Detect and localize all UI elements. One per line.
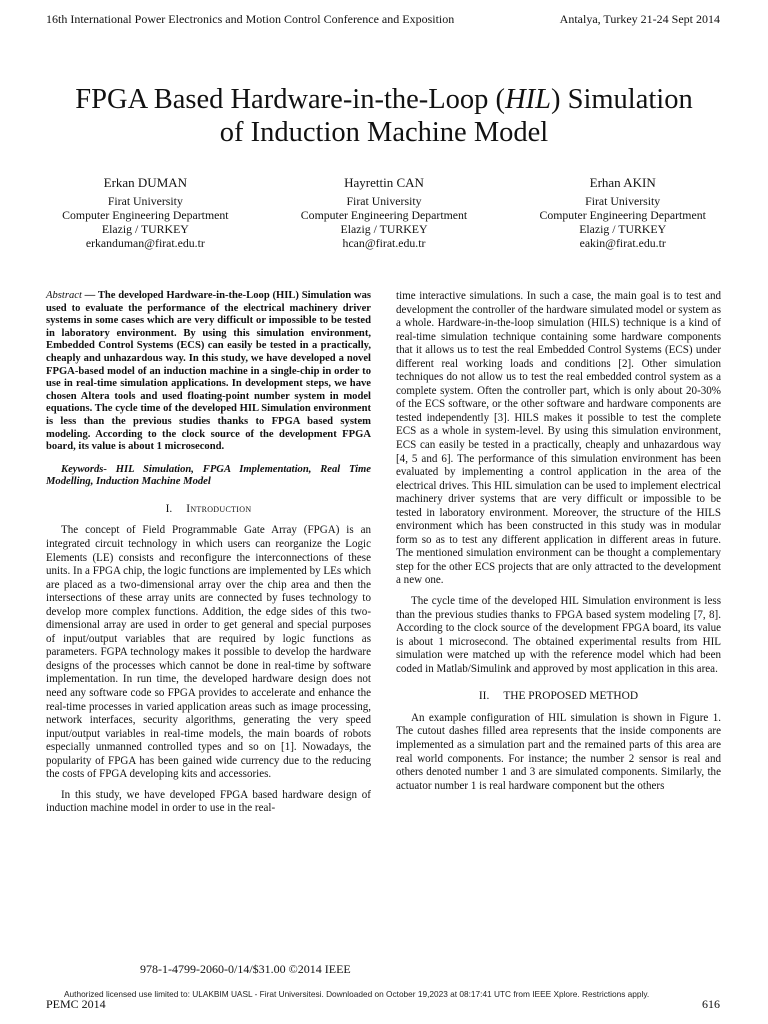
footer-license-notice: Authorized licensed use limited to: ULAKBIM UASL - Firat Universitesi. Downloaded on October 19,2023 at 08:17:41 UTC from IEEE Xplore. Restrictions apply. [64,989,650,999]
left-column [46,290,371,816]
author-name: Hayrettin CAN [344,175,424,190]
author-email[interactable]: eakin@firat.edu.tr [579,236,666,250]
section-title: THE PROPOSED METHOD [503,690,639,703]
author-city: Elazig / TURKEY [340,222,428,236]
keywords-text: HIL Simulation, FPGA Implementation, Real Time Modelling, Induction Machine Model [46,463,371,488]
keywords [46,464,371,489]
running-header-conference: 16th International Power Electronics and Motion Control Conference and Exposition [46,12,455,26]
author-2 [265,176,504,250]
author-department: Computer Engineering Department [62,208,229,222]
author-1 [26,176,265,250]
author-department: Computer Engineering Department [300,208,468,222]
author-email[interactable]: hcan@firat.edu.tr [342,236,426,250]
paragraph: The cycle time of the developed HIL Simulation environment is less than the previous studies thanks to FPGA based system modeling [7, 8]. According to the clock source of the development FPGA board, its value is about 1 microsecond. The obtained experimental results from HIL simulation were matched up with the reference model which had been coded in Matlab/Simulink and approved by most application in this area. [396,595,721,675]
section-heading-introduction [46,503,371,517]
page-number: 616 [702,997,720,1011]
author-university: Firat University [346,194,422,208]
paper-title [30,83,738,149]
section-number: II. [478,690,490,703]
section-title: Introduction [186,502,252,515]
title-line1-a: FPGA Based Hardware-in-the-Loop ( [75,84,506,116]
right-column [396,290,721,793]
author-university: Firat University [585,194,661,208]
title-line2: of Induction Machine Model [219,117,549,149]
abstract [46,290,371,454]
author-block [26,176,742,250]
section-number: I. [165,502,173,515]
section-heading-proposed-method [396,690,721,704]
author-city: Elazig / TURKEY [101,222,189,236]
author-city: Elazig / TURKEY [579,222,667,236]
abstract-label: Abstract [46,290,82,301]
author-university: Firat University [107,194,183,208]
footer-isbn: 978-1-4799-2060-0/14/$31.00 ©2014 IEEE [140,962,351,976]
author-name: Erkan DUMAN [103,175,188,190]
paragraph: An example configuration of HIL simulation is shown in Figure 1. The cutout dashes filled area represents that the inside components are implemented as a simulation part and the remained parts of this area are real world components. For instance; the number 2 sensor is real and others denoted number 1 and 3 are simulated components. Similarly, the actuator number 1 is real hardware component but the others [396,711,721,792]
footer-conference: PEMC 2014 [46,997,106,1011]
author-department: Computer Engineering Department [539,208,706,222]
title-line1-b: ) Simulation [551,84,693,116]
abstract-text: — The developed Hardware-in-the-Loop (HIL) Simulation was used to evaluate the performance of the electrical machinery driver systems in some cases which are very difficult or impossible to be tested in laboratory environment. By using this simulation environment, Embedded Control Systems (ECS) can easily be tested in a practically, cheaply and unhazardous way. In this study, we have developed a novel FPGA-based model of an induction machine in a single-chip in order to use in real-time simulation applications. In development steps, we have chosen Altera tools and used floating-point number system in model equations. The cycle time of the developed HIL Simulation environment is less than the previous studies thanks to FPGA based system modeling. According to the clock source of the development FPGA board, its value is about 1 microsecond. [46,290,371,453]
title-line1-italic: HIL [505,84,551,116]
author-3 [503,176,742,250]
paragraph-continued: time interactive simulations. In such a case, the main goal is to test and development the controller of the hardware simulated model or system as a whole. Hardware-in-the-loop simulation (HILS) technique is a kind of real-time simulation technique containing some hardware components that it allows us to test the real Embedded Control Systems (ECS) under different real working loads and conditions [2]. Other simulation techniques do not allow us to test the real embedded control system as a complete system. Often the controller part, which is only about 20-30% of the ECS software, or the other software and hardware components are tested independently [3]. HILS makes it possible to test the complete ECS as a whole in system-level. By using this simulation environment, ECS can easily be tested in a practically, cheaply and unhazardous way [4, 5 and 6]. The performance of this simulation environment has been evaluated by implementing a control application in the area of the electrical drives. This HIL simulation can be used to implement electrical machinery driver systems that are very difficult or impossible to be tested in laboratory environment. Moreover, the structure of the HILS environment which has been constructed in this study was in modular form so as to test any different application in different areas in future. The mentioned simulation environment can be thought a complementary step for the other ECS projects that are only attracted to the development a new one. [396,290,721,587]
paragraph: The concept of Field Programmable Gate Array (FPGA) is an integrated circuit technology in which users can reorganize the Logic Elements (LE) consists and reconfigure the interconnections of these units. In a FPGA chip, the logic functions are implemented by LEs which are placed as a two-dimensional array over the chip area and then the intersections of these array units are connected by fuses technology to develop more complex functions. Addition, the edge sides of this two-dimensional array are used in order to get general and special purposes of input/output variables that are required by logic functions as parameters. FGPA technology makes it possible to develop the hardware designs of the processes which cannot be done in real-time by software implementation. In run time, the developed hardware design does not need any software code so FPGA provides to accelerate and enhance the real-time processes in varied application areas such as image processing, network interfaces, security algorithms, generating the very speed input/output variables in real-time models, the main boards of robots especially unmanned controlled types and so on [1]. Nowadays, the popularity of FPGA has been gained wide currency due to the reducing the costs of FPGA developing kits and accessories. [46,524,371,781]
paragraph: In this study, we have developed FPGA based hardware design of induction machine model in order to use in the real- [46,788,371,815]
keywords-label: Keywords- [61,463,107,475]
running-header-location: Antalya, Turkey 21-24 Sept 2014 [559,12,720,26]
author-email[interactable]: erkanduman@firat.edu.tr [85,236,205,250]
author-name: Erhan AKIN [589,175,656,190]
